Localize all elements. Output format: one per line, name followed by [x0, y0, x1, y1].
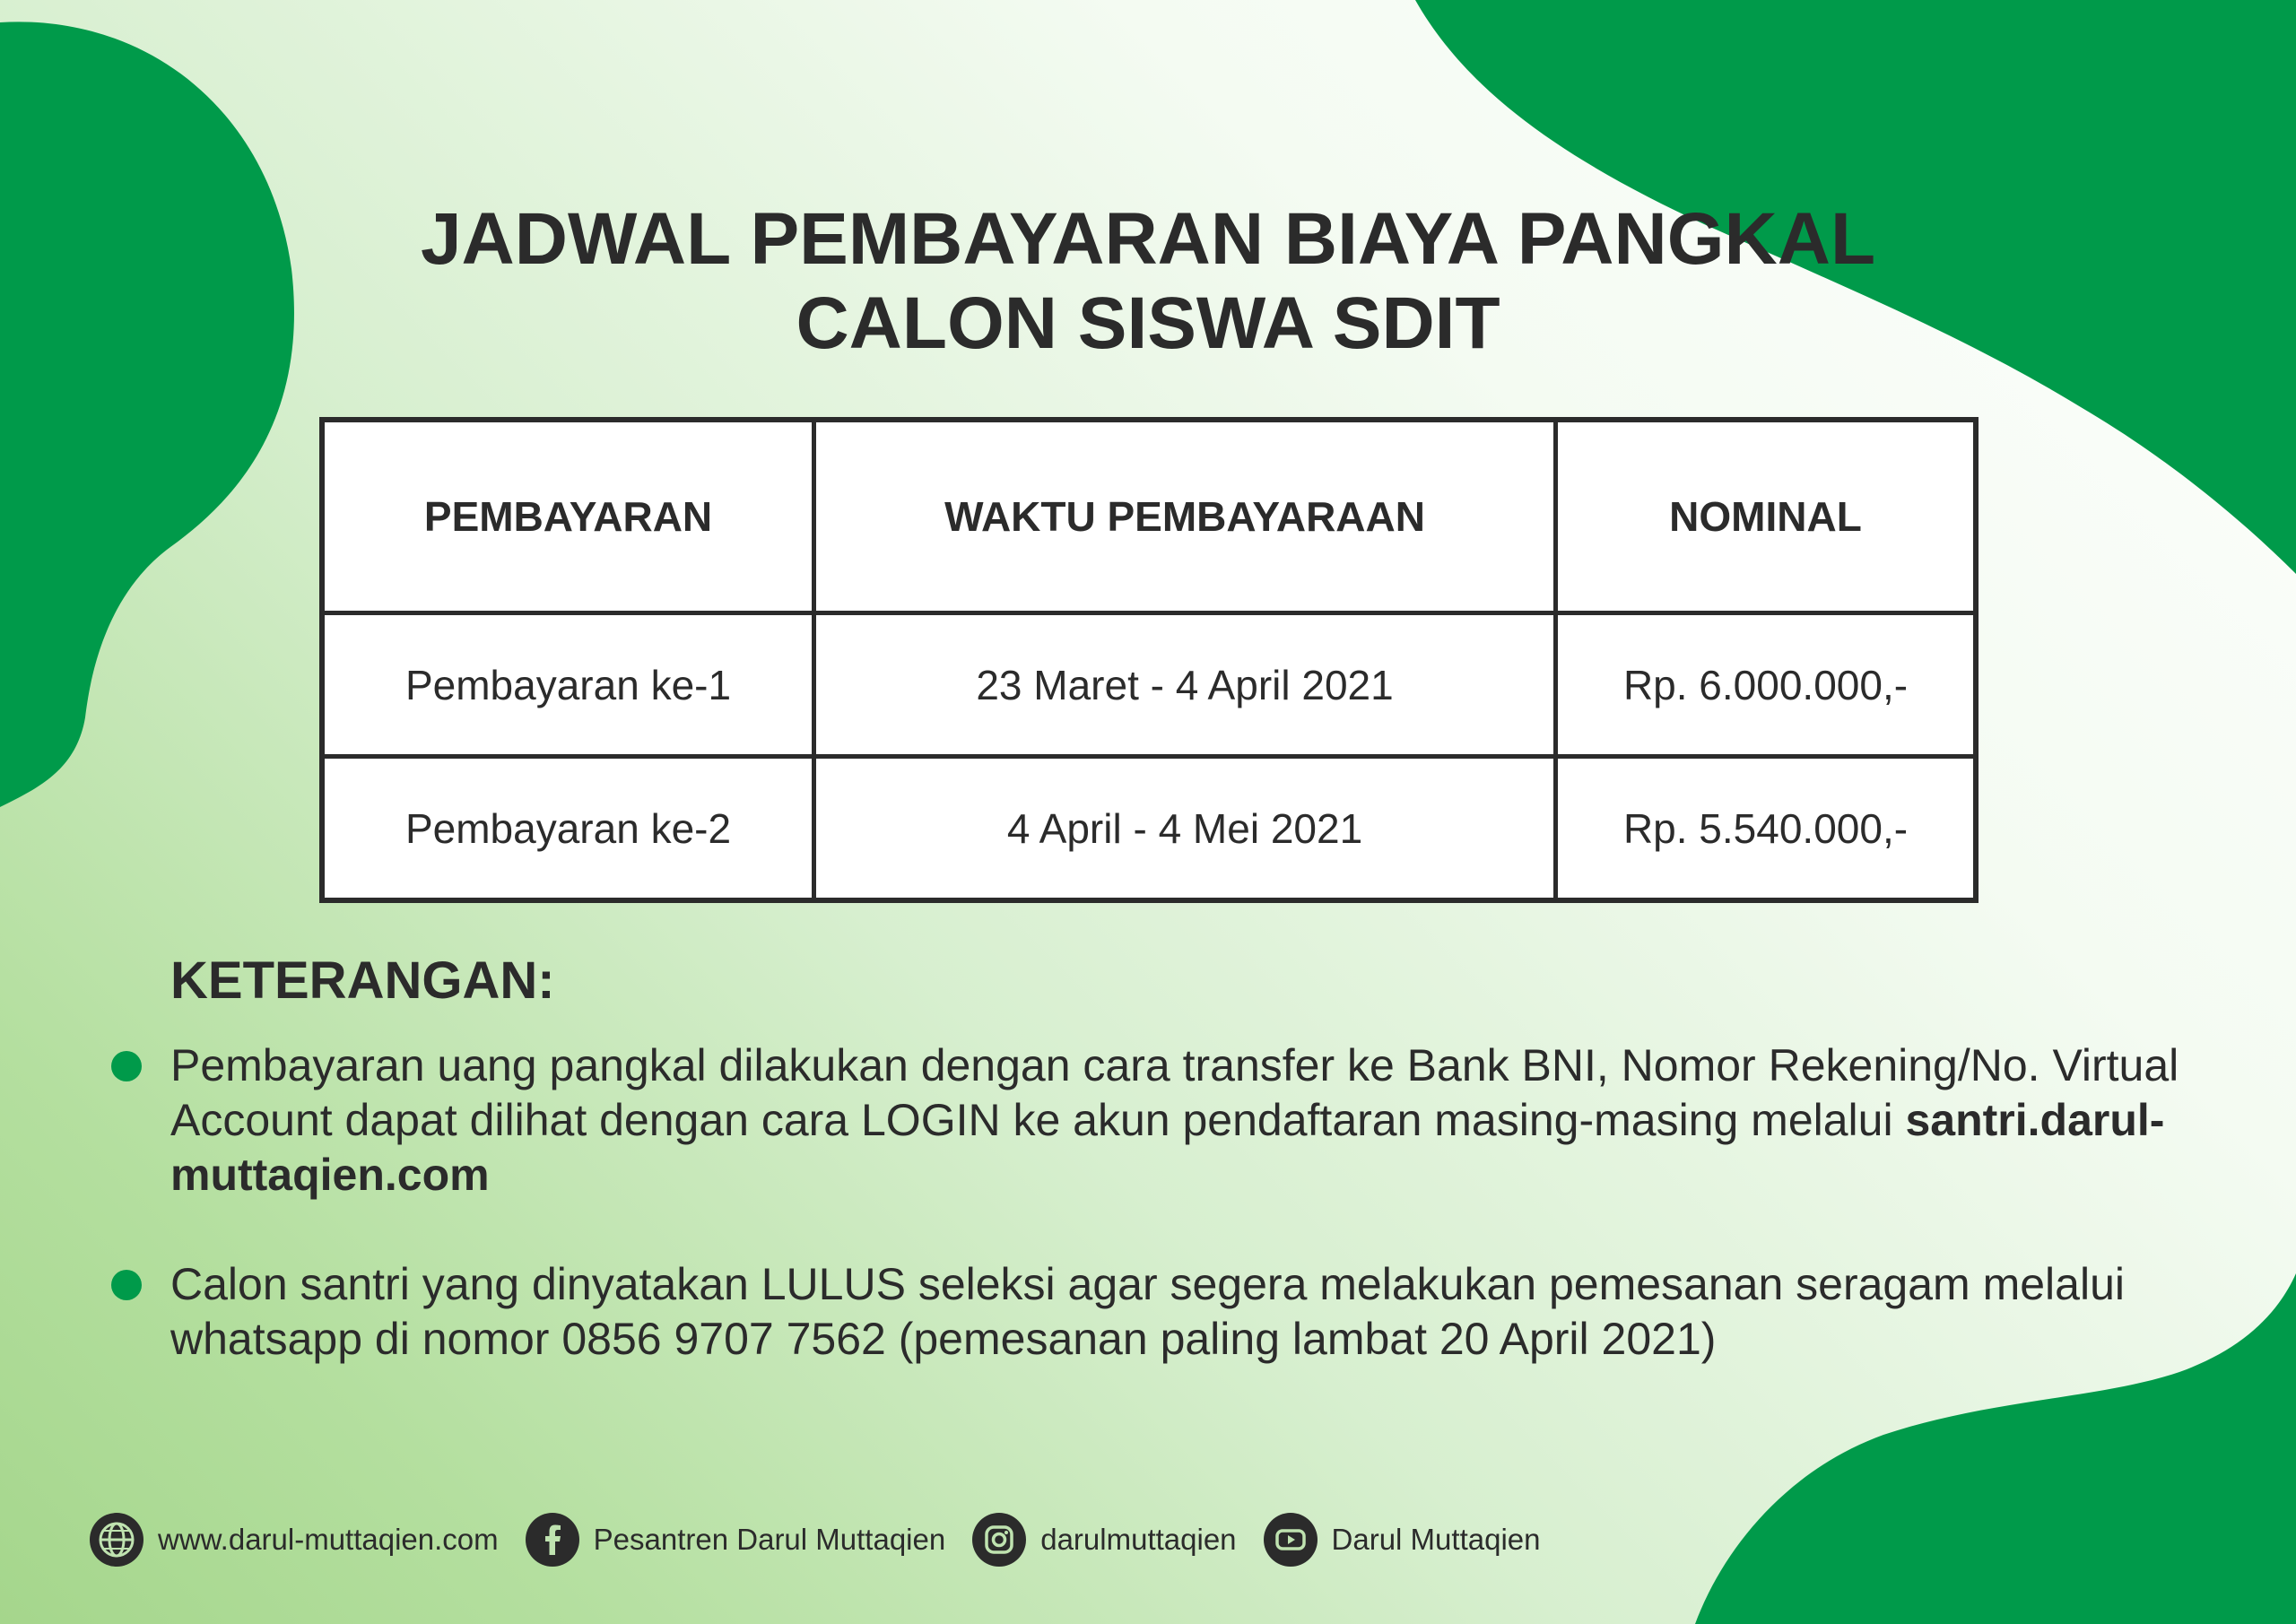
- blob-top-left: [0, 22, 294, 807]
- table-row: [322, 757, 1976, 901]
- table-header-row: [322, 420, 1976, 613]
- table-row: [322, 613, 1976, 757]
- note-item-1: [170, 1038, 2188, 1203]
- footer-youtube[interactable]: [1264, 1513, 1541, 1567]
- youtube-icon: [1264, 1513, 1318, 1567]
- instagram-text: darulmuttaqien: [1040, 1523, 1237, 1556]
- footer-contacts: [90, 1508, 1567, 1571]
- youtube-text: Darul Muttaqien: [1331, 1523, 1541, 1556]
- bullet-icon: [111, 1051, 142, 1081]
- cell-payment: Pembayaran ke-1: [322, 613, 814, 757]
- title-line-2: CALON SISWA SDIT: [796, 282, 1500, 364]
- header-nominal: NOMINAL: [1555, 420, 1976, 613]
- note-item-2: [170, 1257, 2188, 1367]
- header-payment-time: WAKTU PEMBAYARAAN: [814, 420, 1556, 613]
- cell-time: 4 April - 4 Mei 2021: [814, 757, 1556, 901]
- bullet-icon: [111, 1270, 142, 1300]
- footer-instagram[interactable]: [972, 1513, 1236, 1567]
- header-payment: PEMBAYARAN: [322, 420, 814, 613]
- footer-website[interactable]: [90, 1513, 499, 1567]
- cell-time: 23 Maret - 4 April 2021: [814, 613, 1556, 757]
- cell-payment: Pembayaran ke-2: [322, 757, 814, 901]
- payment-schedule-table: [319, 417, 1979, 903]
- facebook-icon: [526, 1513, 579, 1567]
- page-title: [251, 197, 2045, 366]
- cell-nominal: Rp. 5.540.000,-: [1555, 757, 1976, 901]
- notes-heading: KETERANGAN:: [170, 951, 555, 1010]
- title-line-1: JADWAL PEMBAYARAN BIAYA PANGKAL: [420, 198, 1876, 280]
- instagram-icon: [972, 1513, 1026, 1567]
- note-2-text: Calon santri yang dinyatakan LULUS seleksi agar segera melakukan pemesanan seragam melalui whatsapp di nomor 0856 9707 7562 (pemesanan paling lambat 20 April 2021): [170, 1259, 2125, 1364]
- facebook-text: Pesantren Darul Muttaqien: [593, 1523, 946, 1556]
- registration-link[interactable]: santri.darul-muttaqien.com: [170, 1095, 2165, 1200]
- website-text: www.darul-muttaqien.com: [158, 1523, 499, 1556]
- footer-facebook[interactable]: [526, 1513, 946, 1567]
- cell-nominal: Rp. 6.000.000,-: [1555, 613, 1976, 757]
- note-1-text: Pembayaran uang pangkal dilakukan dengan cara transfer ke Bank BNI, Nomor Rekening/No. Virtual Account dapat dilihat dengan cara LOGIN ke akun pendaftaran masing-masing melalui: [170, 1040, 2179, 1145]
- globe-icon: [90, 1513, 144, 1567]
